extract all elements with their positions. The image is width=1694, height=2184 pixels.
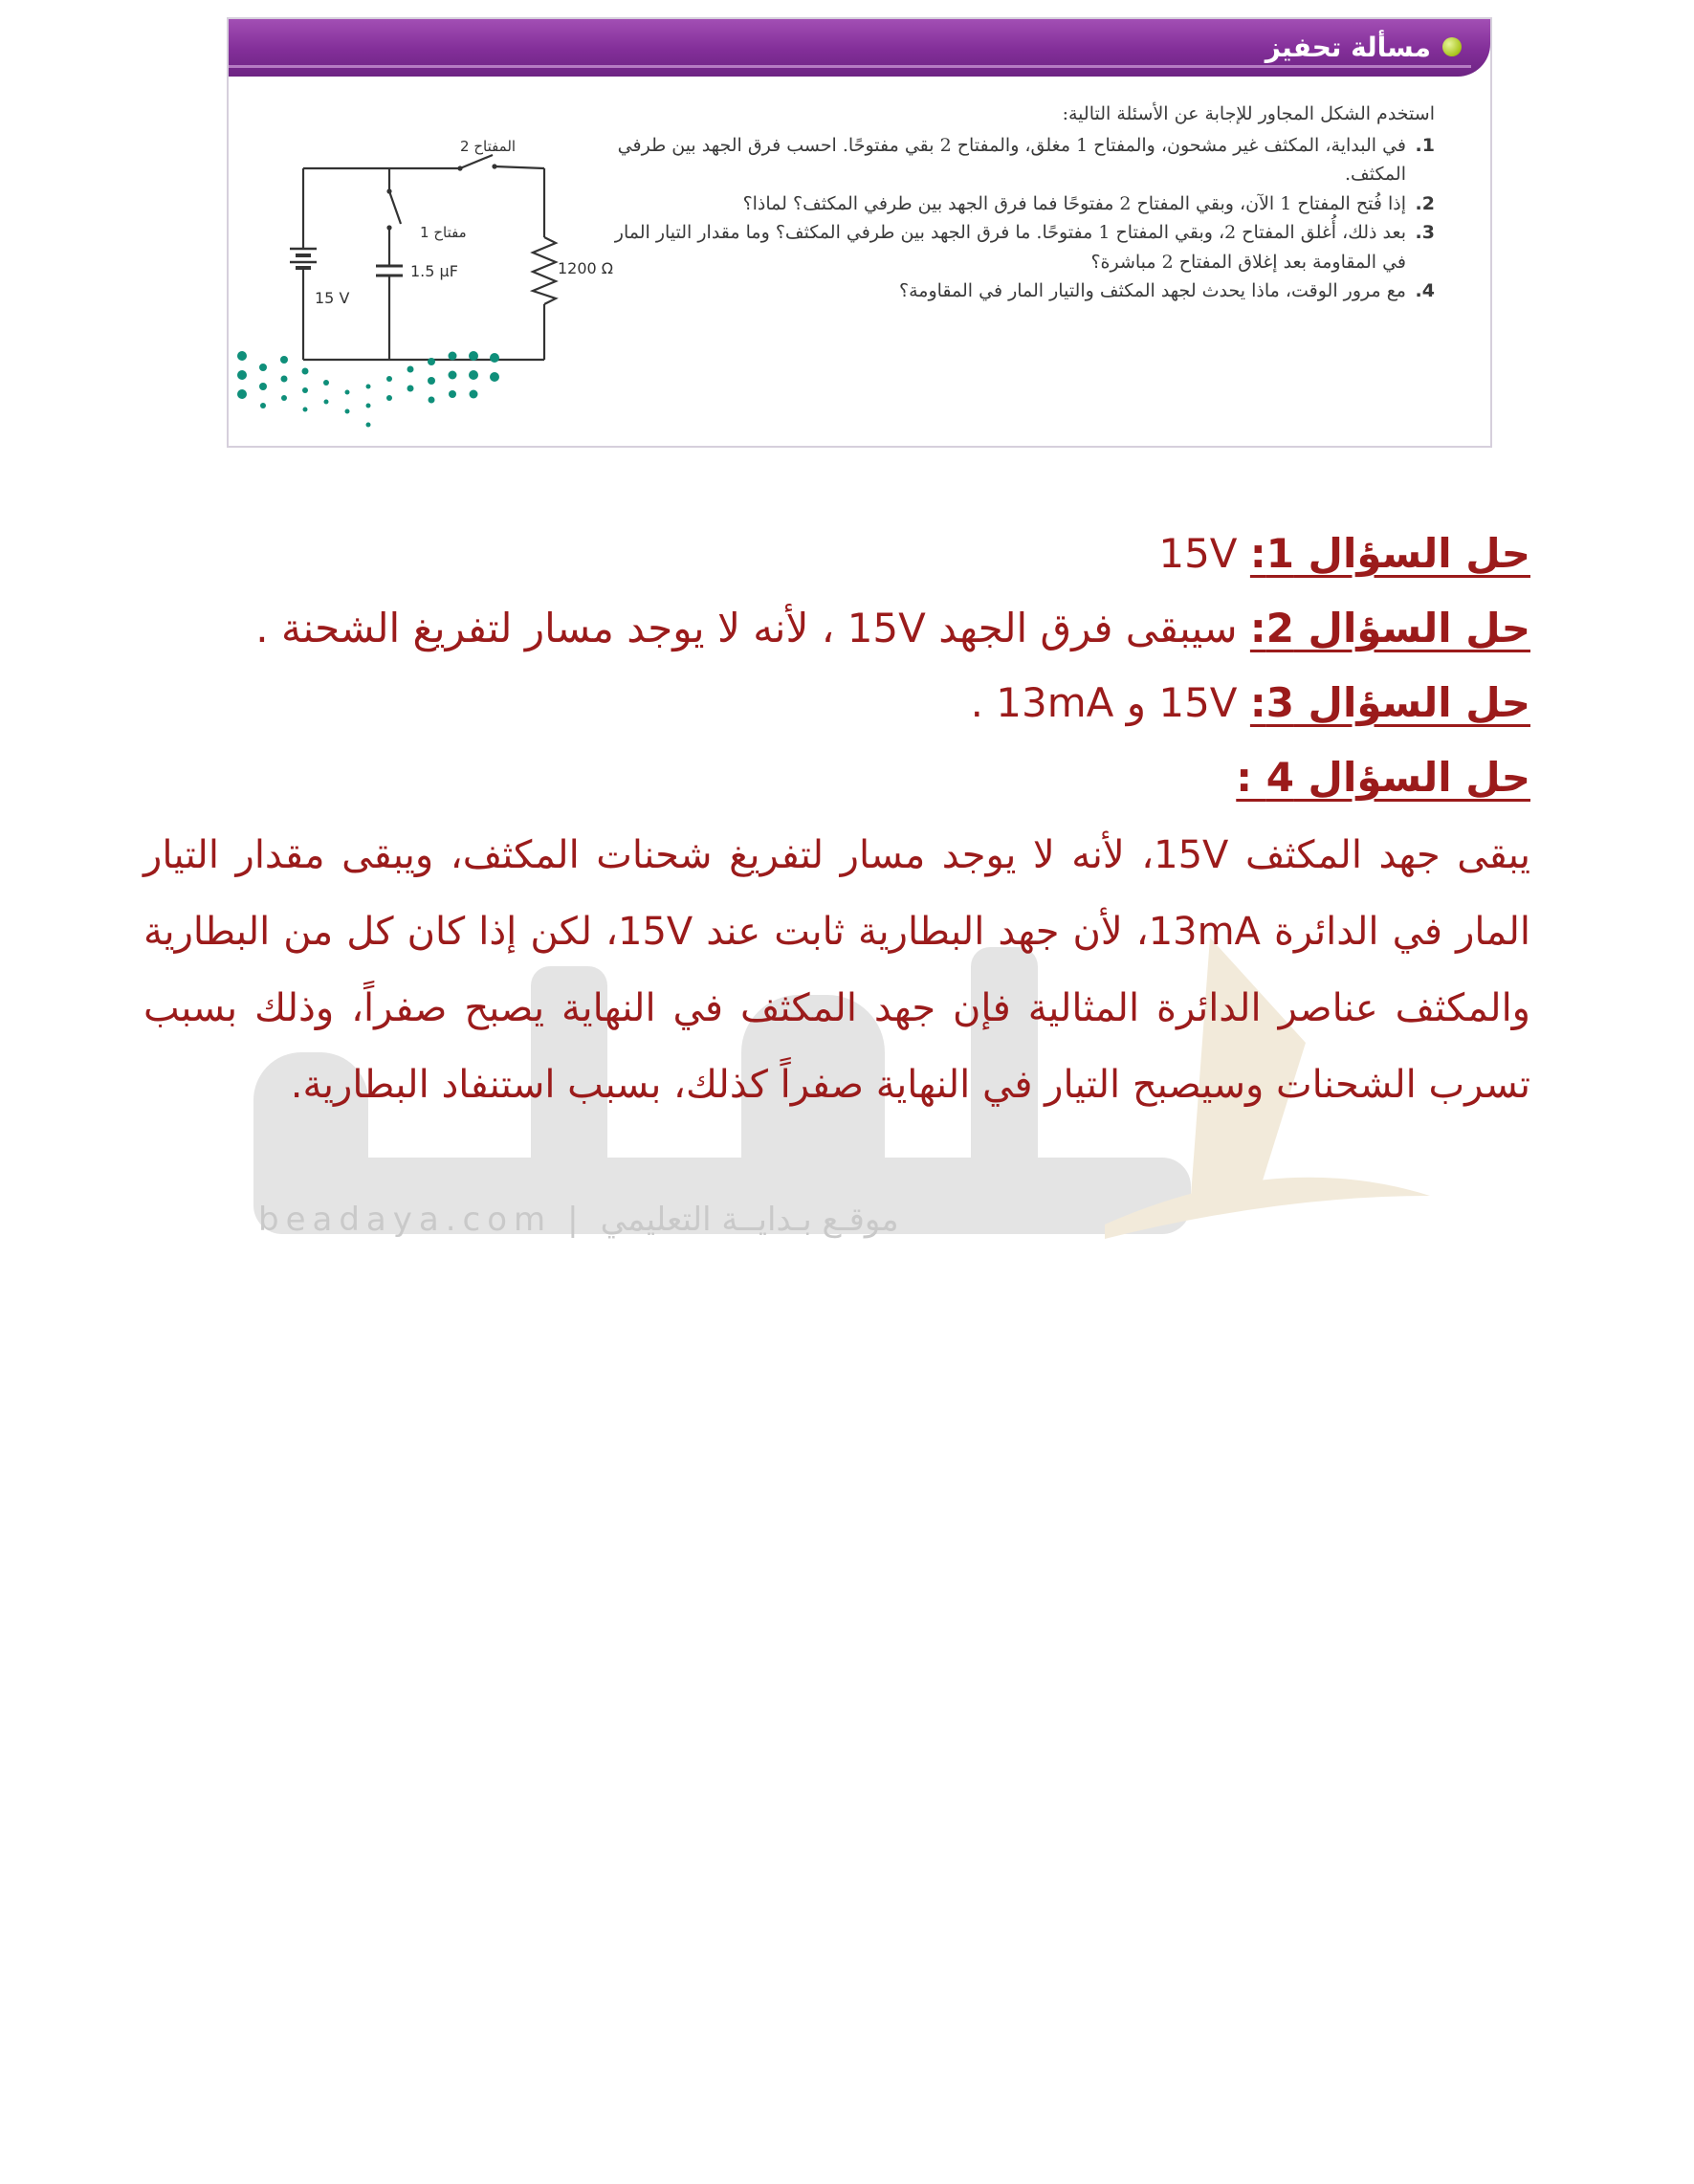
- switch-terminal: [386, 225, 391, 230]
- answer-1: [143, 517, 1530, 591]
- question-item: [593, 218, 1435, 276]
- switch2-label: المفتاح 2: [460, 138, 517, 155]
- answer-3: [143, 666, 1530, 740]
- question-item: [593, 131, 1435, 189]
- answer-value: 15V: [1158, 530, 1250, 577]
- switch-terminal: [457, 165, 462, 170]
- problem-intro: استخدم الشكل المجاور للإجابة عن الأسئلة التالية:: [1062, 103, 1435, 124]
- answer-label: حل السؤال 1:: [1249, 530, 1530, 577]
- question-item: [593, 189, 1435, 219]
- switch-terminal: [386, 188, 391, 193]
- answer-value: 15V و 13mA .: [970, 679, 1250, 726]
- watermark-tagline: موقـع بـدايــة التعليمي: [600, 1201, 899, 1239]
- problem-box: [227, 17, 1492, 448]
- bullet-dot-icon: [1442, 37, 1462, 56]
- watermark-domain: beadaya.com: [258, 1201, 553, 1239]
- answers-section: [143, 517, 1530, 1123]
- question-list: [593, 131, 1435, 306]
- question-number: 2.: [1415, 192, 1435, 214]
- circuit-diagram: [248, 132, 649, 381]
- switch-terminal: [492, 164, 496, 168]
- problem-header: [229, 19, 1490, 77]
- answer-value: سيبقى فرق الجهد 15V ، لأنه لا يوجد مسار لتفريغ الشحنة .: [255, 605, 1250, 651]
- question-number: 1.: [1415, 134, 1435, 156]
- question-text: بعد ذلك، أُغلق المفتاح 2، وبقي المفتاح 1 مفتوحًا. ما فرق الجهد بين طرفي المكثف؟ وما مقدار التيار المار في المقاومة بعد إغلاق المفتاح 2 مباشرة؟: [614, 222, 1406, 273]
- answer-4: [143, 740, 1530, 815]
- question-text: إذا فُتح المفتاح 1 الآن، وبقي المفتاح 2 مفتوحًا فما فرق الجهد بين طرفي المكثف؟ لماذا؟: [742, 192, 1406, 214]
- resistance-label: 1200 Ω: [558, 259, 614, 277]
- answer-label: حل السؤال 2:: [1249, 605, 1530, 651]
- answer-label: حل السؤال 4 :: [1236, 754, 1530, 801]
- answer-4-paragraph: يبقى جهد المكثف 15V، لأنه لا يوجد مسار لتفريغ شحنات المكثف، ويبقى مقدار التيار المار في الدائرة 13mA، لأن جهد البطارية ثابت عند 15V، لكن إذا كان كل من البطارية والمكثف عناصر الدائرة المثالية فإن جهد المكثف في النهاية يصبح صفراً، وذلك بسبب تسرب الشحنات وسيصبح التيار في النهاية صفراً كذلك، بسبب استنفاد البطارية.: [143, 833, 1531, 1107]
- question-text: مع مرور الوقت، ماذا يحدث لجهد المكثف والتيار المار في المقاومة؟: [899, 280, 1406, 301]
- answer-2: [143, 591, 1530, 666]
- watermark-caption: [258, 1201, 899, 1239]
- decorative-dots: [229, 344, 516, 440]
- question-item: [593, 276, 1435, 306]
- question-number: 4.: [1415, 280, 1435, 301]
- problem-text: [593, 99, 1435, 306]
- problem-title: مسألة تحفيز: [1265, 32, 1431, 63]
- question-number: 3.: [1415, 222, 1435, 243]
- watermark-separator: |: [567, 1201, 585, 1239]
- question-text: في البداية، المكثف غير مشحون، والمفتاح 1 مغلق، والمفتاح 2 بقي مفتوحًا. احسب فرق الجهد بين طرفي المكثف.: [617, 134, 1406, 185]
- capacitance-label: 1.5 μF: [410, 262, 458, 280]
- answer-label: حل السؤال 3:: [1249, 679, 1530, 726]
- battery-label: 15 V: [315, 289, 350, 307]
- switch1-label: مفتاح 1: [420, 224, 467, 241]
